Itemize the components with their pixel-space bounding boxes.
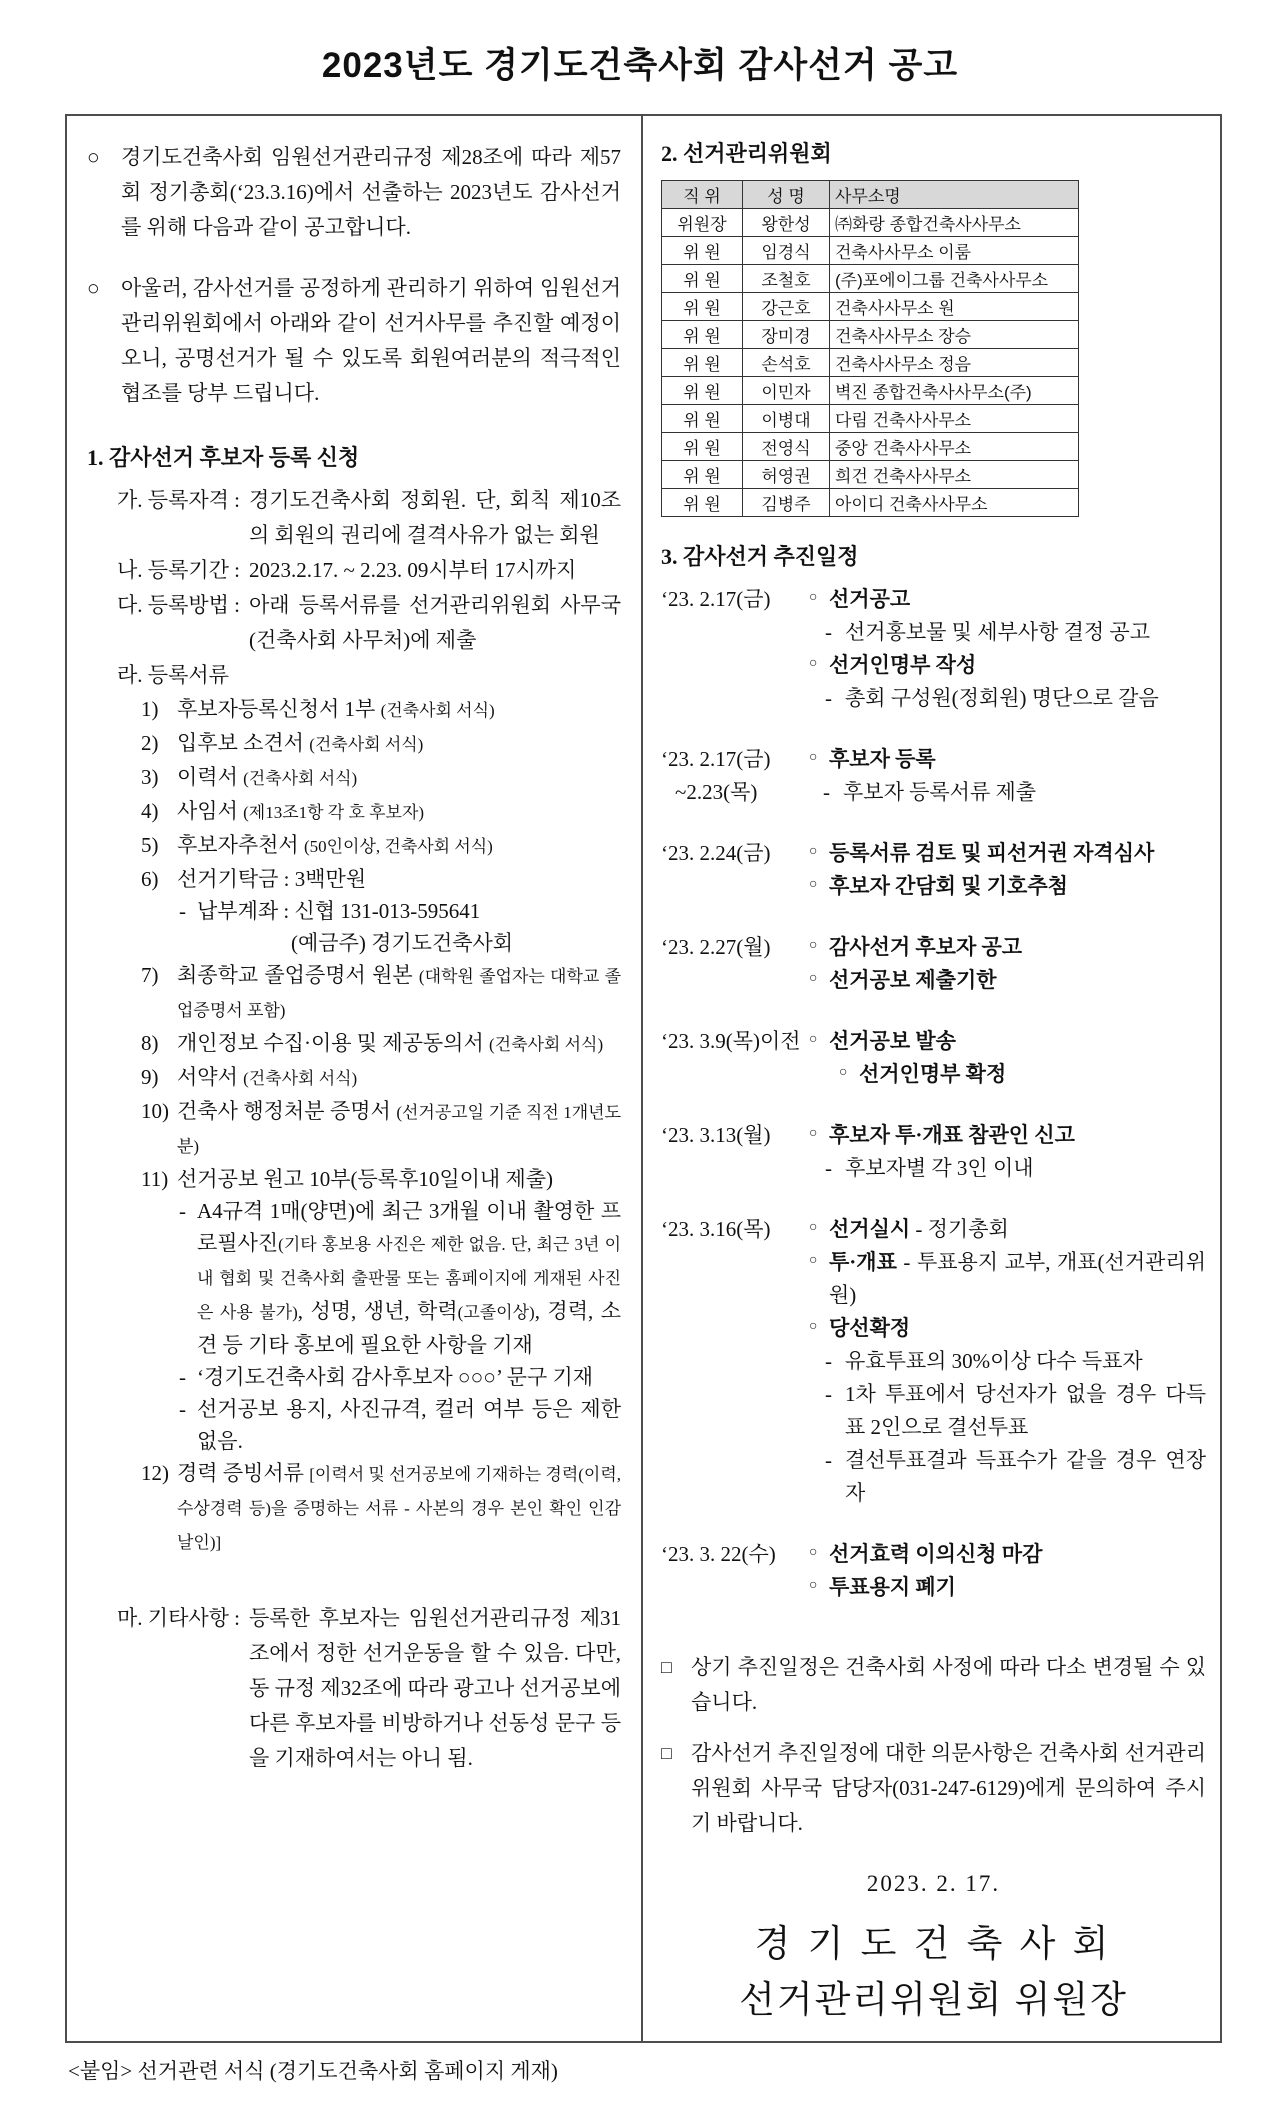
circle-bullet: ○ (809, 844, 818, 859)
circle-bullet: ○ (809, 1578, 818, 1593)
item-label: 다. 등록방법 : (117, 593, 241, 617)
cell-name: 이병대 (743, 405, 830, 433)
section2-heading: 2. 선거관리위원회 (661, 141, 832, 166)
item-ga (117, 483, 621, 553)
doc-text: 후보자추천서 (177, 833, 304, 857)
doc-text: 이력서 (177, 765, 244, 789)
schedule-item: 감사선거 후보자 공고 (829, 935, 1023, 959)
note-text: 상기 추진일정은 건축사회 사정에 따라 다소 변경될 수 있습니다. (691, 1655, 1206, 1714)
schedule-detail: 유효투표의 30%이상 다수 득표자 (845, 1349, 1143, 1373)
left-column (67, 116, 643, 2041)
schedule-group (661, 1538, 1206, 1604)
committee-table (661, 180, 1079, 517)
cell-name: 이민자 (743, 377, 830, 405)
schedule-item: 후보자 투·개표 참관인 신고 (829, 1123, 1075, 1147)
schedule-line (809, 931, 1206, 964)
content-box (65, 114, 1222, 2043)
schedule-line (825, 1345, 1206, 1378)
schedule-line (809, 1246, 1206, 1312)
schedule-detail: 결선투표결과 득표수가 같을 경우 연장자 (845, 1448, 1206, 1505)
schedule-detail: 후보자 등록서류 제출 (843, 780, 1037, 804)
schedule-group (661, 743, 1206, 809)
schedule-date: ‘23. 3. 22(수) (661, 1542, 776, 1566)
item-ma (117, 1601, 621, 1776)
schedule-line (809, 743, 936, 776)
list-item (141, 1163, 621, 1195)
list-item (141, 863, 621, 895)
doc-text: 후보자등록신청서 1부 (177, 697, 381, 721)
deposit-holder: (예금주) 경기도건축사회 (291, 931, 514, 955)
circle-bullet: ○ (809, 750, 818, 765)
gongbo-text: 선거공보 용지, 사진규격, 컬러 여부 등은 제한 없음. (197, 1397, 621, 1453)
circle-bullet: ○ (809, 1126, 818, 1141)
item-body: 2023.2.17. ~ 2.23. 09시부터 17시까지 (249, 558, 577, 582)
cell-office: ㈜화랑 종합건축사사무소 (830, 209, 1079, 237)
circle-bullet: ○ (809, 1253, 818, 1268)
gongbo-text: , 경력, 소견 등 기타 홍보에 필요한 사항을 기재 (197, 1299, 622, 1357)
schedule-item: 후보자 등록 (829, 747, 936, 771)
section3-heading: 3. 감사선거 추진일정 (661, 544, 859, 569)
note-item (661, 1650, 1206, 1720)
notes-section (661, 1650, 1206, 1841)
schedule-line (809, 1213, 1206, 1246)
schedule-item: 당선확정 (829, 1316, 911, 1340)
table-row (662, 489, 1079, 517)
schedule-date: ‘23. 2.17(금) (661, 587, 771, 611)
deposit-account-line (179, 895, 621, 927)
cell-office: 벽진 종합건축사사무소(주) (830, 377, 1079, 405)
schedule-group (661, 837, 1206, 903)
circle-bullet: ○ (87, 276, 100, 300)
schedule-item: 투·개표 (829, 1250, 897, 1274)
doc-text: 서약서 (177, 1065, 244, 1089)
gongbo-note: (고졸이상) (457, 1303, 535, 1322)
gongbo-detail-3 (179, 1393, 621, 1457)
table-row (662, 265, 1079, 293)
schedule-group (661, 1025, 1206, 1091)
item-ra (117, 658, 621, 693)
registration-docs-list (117, 693, 621, 1559)
table-row (662, 377, 1079, 405)
schedule-item: 선거공고 (829, 587, 911, 611)
list-item (141, 795, 621, 829)
list-item (141, 1095, 621, 1163)
circle-bullet: ○ (809, 1319, 818, 1334)
dash-bullet: - (823, 780, 830, 804)
note-item (661, 1736, 1206, 1841)
circle-bullet: ○ (809, 1220, 818, 1235)
dash-bullet: - (179, 1365, 186, 1389)
table-row (662, 209, 1079, 237)
note-text: 감사선거 추진일정에 대한 의문사항은 건축사회 선거관리위원회 사무국 담당자(031-247-6129)에게 문의하여 주시기 바랍니다. (691, 1741, 1206, 1835)
dash-bullet: - (179, 1199, 186, 1223)
schedule-date: ‘23. 3.13(월) (661, 1123, 771, 1147)
cell-office: 건축사사무소 원 (830, 293, 1079, 321)
circle-bullet: ○ (809, 590, 818, 605)
intro-text: 아울러, 감사선거를 공정하게 관리하기 위하여 임원선거관리위원회에서 아래와 같이 선거사무를 추진할 예정이오니, 공명선거가 될 수 있도록 회원여러분의 적극적인 협조를 당부 드립니다. (121, 276, 621, 405)
schedule-group (661, 1213, 1206, 1510)
schedule-item: 선거공보 발송 (829, 1029, 956, 1053)
schedule-line (823, 776, 1036, 809)
doc-note: (건축사회 서식) (243, 1069, 358, 1088)
item-label: 마. 기타사항 : (117, 1606, 241, 1630)
cell-office: 건축사사무소 정음 (830, 349, 1079, 377)
list-item (141, 959, 621, 1027)
circle-bullet: ○ (809, 1032, 818, 1047)
signature-organization: 경 기 도 건 축 사 회 (754, 1924, 1113, 1965)
doc-text: 입후보 소견서 (177, 731, 310, 755)
gongbo-note: (기타 홍보용 사진은 제한 없음. 단, 최근 3년 이내 협회 및 건축사회 출판물 또는 홈페이지에 게재된 사진은 사용 불가) (197, 1235, 621, 1322)
schedule-date: ‘23. 2.24(금) (661, 841, 771, 865)
header-position: 직 위 (662, 181, 743, 209)
schedule-line (839, 1058, 1206, 1091)
cell-position: 위 원 (662, 405, 743, 433)
deposit-account: 납부계좌 : 신협 131-013-595641 (197, 899, 481, 923)
intro-paragraph (87, 271, 621, 411)
schedule-date: ‘23. 2.27(월) (661, 935, 771, 959)
square-bullet: □ (661, 1743, 672, 1763)
schedule-item: 선거공보 제출기한 (829, 968, 997, 992)
schedule-line (825, 1152, 1206, 1185)
gongbo-text: ‘경기도건축사회 감사후보자 ○○○’ 문구 기재 (197, 1365, 594, 1389)
circle-bullet: ○ (809, 971, 818, 986)
schedule-line (825, 682, 1206, 715)
schedule-detail: 총회 구성원(정회원) 명단으로 갈음 (845, 686, 1159, 710)
signature-title: 선거관리위원회 위원장 (739, 1980, 1128, 2021)
list-item (141, 1027, 621, 1061)
attachment-note: <붙임> 선거관련 서식 (경기도건축사회 홈페이지 게재) (68, 2059, 558, 2083)
item-label: 가. 등록자격 : (117, 488, 241, 512)
table-row (662, 237, 1079, 265)
header-office: 사무소명 (830, 181, 1079, 209)
schedule-line (809, 1119, 1206, 1152)
doc-note: (대학원 졸업자는 대학교 졸업증명서 포함) (177, 967, 621, 1020)
item-number: 12) (141, 1461, 169, 1485)
cell-position: 위 원 (662, 293, 743, 321)
cell-position: 위 원 (662, 433, 743, 461)
list-item (141, 829, 621, 863)
dash-bullet: - (179, 1397, 186, 1421)
item-number: 6) (141, 867, 159, 891)
table-row (662, 433, 1079, 461)
table-row (662, 321, 1079, 349)
square-bullet: □ (661, 1657, 672, 1677)
dash-bullet: - (825, 1349, 832, 1373)
schedule-group (661, 931, 1206, 997)
dash-bullet: - (825, 1156, 832, 1180)
doc-text: 개인정보 수집·이용 및 제공동의서 (177, 1031, 489, 1055)
table-row (662, 405, 1079, 433)
gongbo-text: , 성명, 생년, 학력 (297, 1299, 458, 1323)
dash-bullet: - (825, 686, 832, 710)
item-number: 5) (141, 833, 159, 857)
cell-office: 건축사사무소 장승 (830, 321, 1079, 349)
table-row (662, 461, 1079, 489)
schedule-item: 선거실시 (829, 1217, 911, 1241)
doc-text: 선거공보 원고 10부(등록후10일이내 제출) (177, 1167, 554, 1191)
gongbo-text: A4규격 1매(양면)에 최근 3개월 이내 촬영한 프로필사진 (197, 1199, 621, 1255)
item-number: 8) (141, 1031, 159, 1055)
item-number: 9) (141, 1065, 159, 1089)
item-number: 2) (141, 731, 159, 755)
cell-name: 임경식 (743, 237, 830, 265)
schedule-item: 후보자 간담회 및 기호추첨 (829, 874, 1068, 898)
schedule-detail: 후보자별 각 3인 이내 (845, 1156, 1034, 1180)
table-row (662, 293, 1079, 321)
schedule-line (809, 964, 1206, 997)
schedule-item: 선거인명부 작성 (829, 653, 977, 677)
schedule-item: 투표용지 폐기 (829, 1575, 956, 1599)
item-number: 4) (141, 799, 159, 823)
cell-name: 허영권 (743, 461, 830, 489)
circle-bullet: ○ (809, 877, 818, 892)
schedule-detail: 1차 투표에서 당선자가 없을 경우 다득표 2인으로 결선투표 (845, 1382, 1206, 1439)
signature-date: 2023. 2. 17. (866, 1871, 1001, 1896)
doc-text: 최종학교 졸업증명서 원본 (177, 963, 419, 987)
cell-office: 아이디 건축사사무소 (830, 489, 1079, 517)
item-number: 1) (141, 697, 159, 721)
table-row (662, 349, 1079, 377)
schedule-date: ‘23. 2.17(금) (661, 747, 771, 771)
doc-text: 사임서 (177, 799, 244, 823)
cell-name: 전영식 (743, 433, 830, 461)
item-number: 11) (141, 1167, 169, 1191)
circle-bullet: ○ (809, 938, 818, 953)
schedule-detail: 선거홍보물 및 세부사항 결정 공고 (845, 620, 1151, 644)
cell-name: 장미경 (743, 321, 830, 349)
circle-bullet: ○ (839, 1065, 848, 1080)
cell-position: 위 원 (662, 265, 743, 293)
page-title: 2023년도 경기도건축사회 감사선거 공고 (321, 46, 959, 85)
doc-note: (건축사회 서식) (380, 701, 495, 720)
schedule-item: 선거인명부 확정 (859, 1062, 1007, 1086)
doc-note: (건축사회 서식) (309, 735, 424, 754)
list-item (141, 1457, 621, 1559)
schedule-line (809, 1571, 1206, 1604)
gongbo-detail-1 (179, 1195, 621, 1361)
doc-note: (제13조1항 각 호 후보자) (243, 803, 425, 822)
schedule-item: 등록서류 검토 및 피선거권 자격심사 (829, 841, 1155, 865)
table-header-row (662, 181, 1079, 209)
schedule-group (661, 1119, 1206, 1185)
schedule-line (809, 649, 1206, 682)
section1-items (87, 483, 621, 1776)
cell-name: 강근호 (743, 293, 830, 321)
cell-position: 위 원 (662, 461, 743, 489)
schedule-line (825, 1444, 1206, 1510)
schedule-line (809, 583, 1206, 616)
intro-paragraph (87, 140, 621, 245)
item-number: 3) (141, 765, 159, 789)
cell-office: 중앙 건축사사무소 (830, 433, 1079, 461)
dash-bullet: - (825, 620, 832, 644)
section1-heading: 1. 감사선거 후보자 등록 신청 (87, 445, 360, 470)
item-na (117, 553, 621, 588)
cell-name: 김병주 (743, 489, 830, 517)
schedule-line (809, 1312, 1206, 1345)
schedule-date-end: ~2.23(목) (675, 780, 758, 804)
doc-text: 건축사 행정처분 증명서 (177, 1099, 397, 1123)
cell-position: 위 원 (662, 377, 743, 405)
cell-position: 위 원 (662, 321, 743, 349)
list-item (141, 727, 621, 761)
schedule-line (809, 870, 1206, 903)
cell-office: 다림 건축사사무소 (830, 405, 1079, 433)
doc-note: (건축사회 서식) (489, 1035, 604, 1054)
cell-name: 왕한성 (743, 209, 830, 237)
doc-note: (50인이상, 건축사회 서식) (303, 837, 493, 856)
cell-position: 위원장 (662, 209, 743, 237)
cell-office: 건축사사무소 이룸 (830, 237, 1079, 265)
schedule-line (809, 1025, 1206, 1058)
schedule-item-suffix: - 투표용지 교부, 개표(선거관리위원) (829, 1250, 1206, 1307)
circle-bullet: ○ (809, 656, 818, 671)
circle-bullet: ○ (809, 1545, 818, 1560)
circle-bullet: ○ (87, 145, 100, 169)
doc-text: 경력 증빙서류 (177, 1461, 310, 1485)
cell-office: (주)포에이그룹 건축사사무소 (830, 265, 1079, 293)
schedule-item: 선거효력 이의신청 마감 (829, 1542, 1043, 1566)
schedule-line (809, 1538, 1206, 1571)
item-body: 경기도건축사회 정회원. 단, 회칙 제10조의 회원의 권리에 결격사유가 없는 회원 (249, 488, 621, 547)
doc-text: 선거기탁금 : 3백만원 (177, 867, 367, 891)
doc-note: (건축사회 서식) (243, 769, 358, 788)
schedule-date: ‘23. 3.16(목) (661, 1217, 771, 1241)
cell-position: 위 원 (662, 349, 743, 377)
doc-note: (선거공고일 기준 직전 1개년도분) (177, 1103, 621, 1156)
item-number: 7) (141, 963, 159, 987)
dash-bullet: - (825, 1382, 832, 1406)
cell-name: 손석호 (743, 349, 830, 377)
intro-text: 경기도건축사회 임원선거관리규정 제28조에 따라 제57회 정기총회(‘23.3.16)에서 선출하는 2023년도 감사선거를 위해 다음과 같이 공고합니다. (121, 145, 621, 239)
dash-bullet: - (825, 1448, 832, 1472)
cell-name: 조철호 (743, 265, 830, 293)
doc-note: [이력서 및 선거공보에 기재하는 경력(이력, 수상경력 등)을 증명하는 서류 - 사본의 경우 본인 확인 인감 날인)] (177, 1465, 622, 1552)
cell-office: 희건 건축사사무소 (830, 461, 1079, 489)
schedule-line (825, 1378, 1206, 1444)
schedule-date: ‘23. 3.9(목)이전 (661, 1029, 801, 1053)
cell-position: 위 원 (662, 489, 743, 517)
list-item (141, 761, 621, 795)
item-body: 등록한 후보자는 임원선거관리규정 제31조에서 정한 선거운동을 할 수 있음. 다만, 동 규정 제32조에 따라 광고나 선거공보에 다른 후보자를 비방하거나 선동성 문구 등을 기재하여서는 아니 됨. (249, 1606, 621, 1770)
schedule-line (825, 616, 1206, 649)
cell-position: 위 원 (662, 237, 743, 265)
schedule-group (661, 583, 1206, 715)
list-item (141, 1061, 621, 1095)
item-body: 아래 등록서류를 선거관리위원회 사무국 (건축사회 사무처)에 제출 (249, 593, 621, 652)
item-label: 나. 등록기간 : (117, 558, 241, 582)
dash-bullet: - (179, 899, 186, 923)
item-number: 10) (141, 1099, 169, 1123)
gongbo-detail-2 (179, 1361, 621, 1393)
item-label: 라. 등록서류 (117, 663, 229, 687)
item-da (117, 588, 621, 658)
schedule-line (809, 837, 1206, 870)
list-item (141, 693, 621, 727)
right-column (643, 116, 1220, 2041)
schedule-item-suffix: - 정기총회 (910, 1217, 1009, 1241)
header-name: 성 명 (743, 181, 830, 209)
